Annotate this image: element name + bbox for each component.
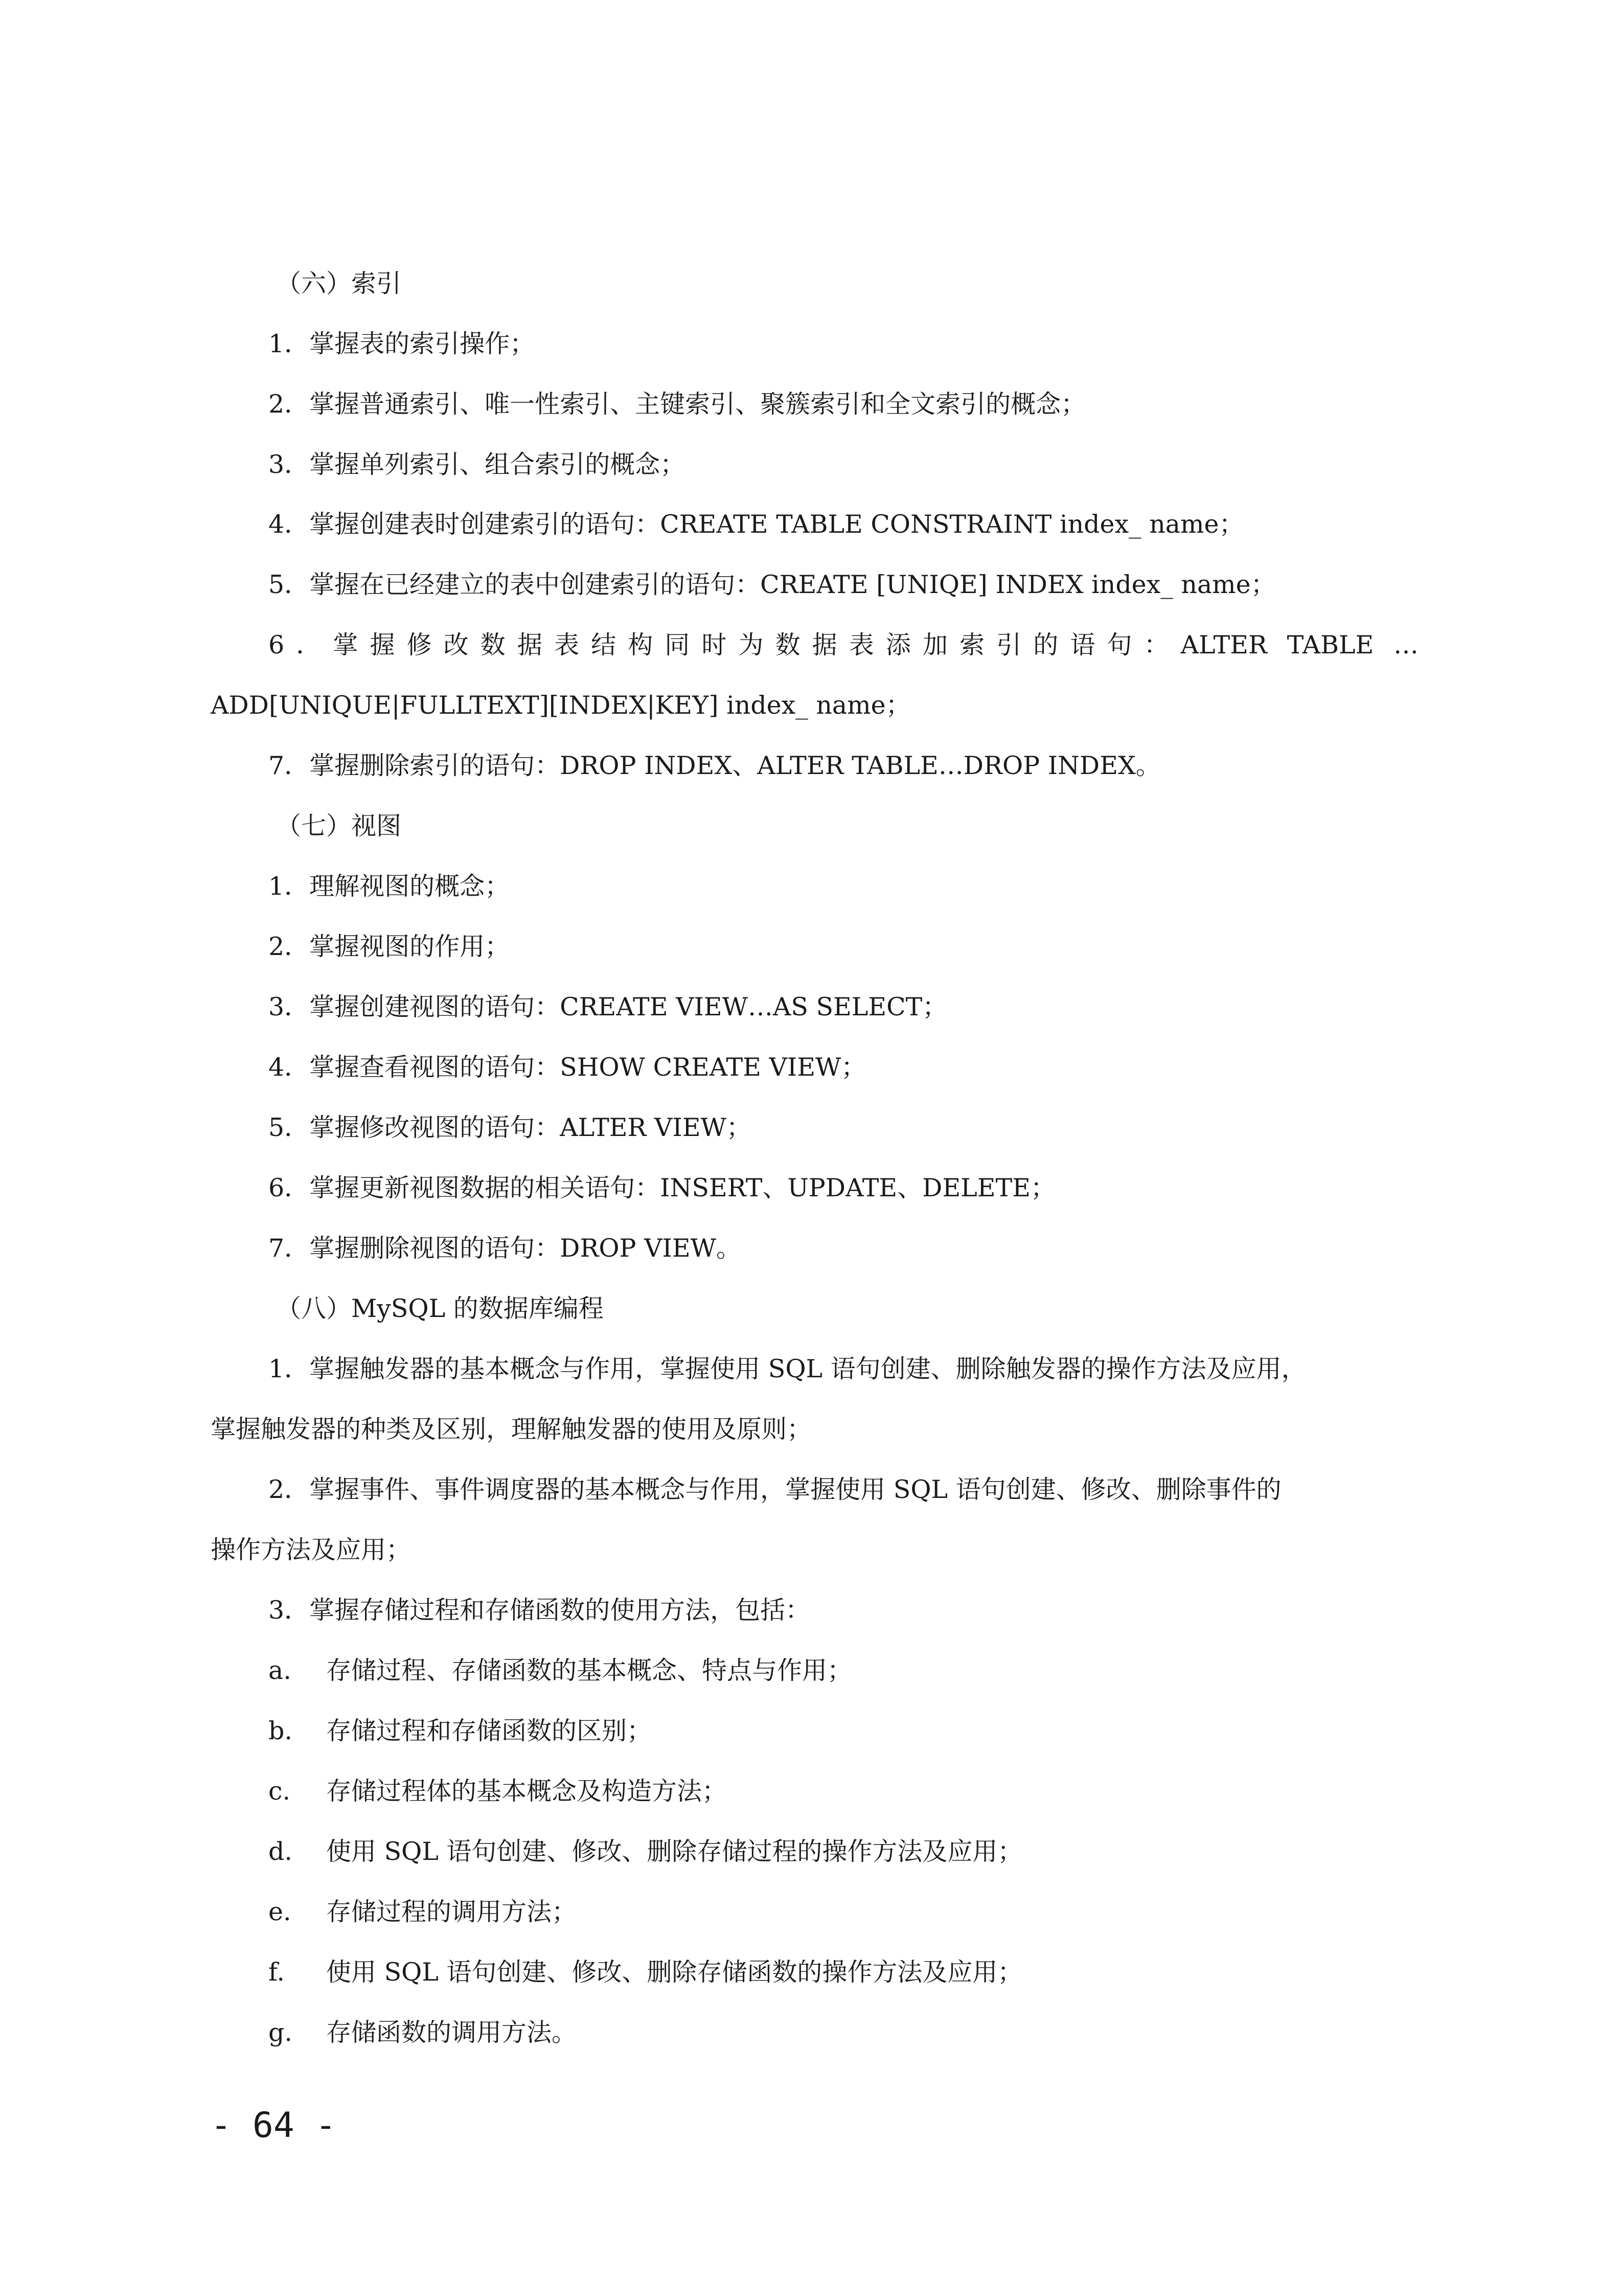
list-item: 2．掌握视图的作用； — [268, 932, 510, 961]
list-item: 1．掌握表的索引操作； — [268, 329, 535, 358]
list-item: 7．掌握删除索引的语句：DROP INDEX、ALTER TABLE…DROP INDEX。 — [268, 751, 1161, 780]
list-item: 2．掌握普通索引、唯一性索引、主键索引、聚簇索引和全文索引的概念； — [268, 390, 1086, 419]
section-heading-view: （七）视图 — [276, 811, 402, 840]
sub-item-text: 使用 SQL 语句创建、修改、删除存储过程的操作方法及应用； — [326, 1837, 1023, 1866]
sub-item-text: 存储过程体的基本概念及构造方法； — [326, 1777, 727, 1806]
sub-item-text: 存储过程和存储函数的区别； — [326, 1716, 652, 1745]
list-item-continuation: 操作方法及应用； — [211, 1535, 412, 1564]
list-item: 5．掌握修改视图的语句：ALTER VIEW； — [268, 1113, 751, 1142]
page-number: - 64 - — [211, 2105, 336, 2146]
sub-item-marker: f. — [268, 1958, 285, 1987]
sub-item-text: 存储函数的调用方法。 — [326, 2018, 577, 2047]
list-item-continuation: ADD[UNIQUE|FULLTEXT][INDEX|KEY] index_ name； — [211, 691, 911, 720]
sub-item-marker: g. — [268, 2018, 292, 2047]
sub-item-text: 存储过程、存储函数的基本概念、特点与作用； — [326, 1656, 853, 1685]
list-item: 1．掌握触发器的基本概念与作用，掌握使用 SQL 语句创建、删除触发器的操作方法及应用， — [268, 1354, 1307, 1383]
sub-item-marker: b. — [268, 1716, 292, 1745]
list-item: 7．掌握删除视图的语句：DROP VIEW。 — [268, 1234, 741, 1263]
list-item: 1．理解视图的概念； — [268, 872, 510, 901]
sub-item-text: 存储过程的调用方法； — [326, 1897, 577, 1926]
sub-item-marker: d. — [268, 1837, 292, 1866]
section-heading-index: （六）索引 — [276, 269, 402, 298]
list-item: 6．掌握修改数据表结构同时为数据表添加索引的语句：ALTER TABLE … — [268, 630, 1419, 660]
list-item-continuation: 掌握触发器的种类及区别，理解触发器的使用及原则； — [211, 1415, 812, 1444]
list-item: 3．掌握存储过程和存储函数的使用方法，包括： — [268, 1596, 811, 1625]
list-item: 6．掌握更新视图数据的相关语句：INSERT、UPDATE、DELETE； — [268, 1173, 1056, 1202]
list-item: 2．掌握事件、事件调度器的基本概念与作用，掌握使用 SQL 语句创建、修改、删除事件的 — [268, 1475, 1282, 1504]
list-item: 4．掌握创建表时创建索引的语句：CREATE TABLE CONSTRAINT index_ name； — [268, 510, 1244, 539]
list-item: 3．掌握单列索引、组合索引的概念； — [268, 450, 685, 479]
sub-item-marker: c. — [268, 1777, 291, 1806]
list-item: 4．掌握查看视图的语句：SHOW CREATE VIEW； — [268, 1053, 866, 1082]
sub-item-marker: a. — [268, 1656, 291, 1685]
section-heading-programming: （八）MySQL 的数据库编程 — [276, 1294, 604, 1323]
list-item: 3．掌握创建视图的语句：CREATE VIEW…AS SELECT； — [268, 992, 948, 1021]
sub-item-marker: e. — [268, 1897, 291, 1926]
sub-item-text: 使用 SQL 语句创建、修改、删除存储函数的操作方法及应用； — [326, 1958, 1023, 1987]
list-item: 5．掌握在已经建立的表中创建索引的语句：CREATE [UNIQE] INDEX index_ name； — [268, 570, 1276, 599]
